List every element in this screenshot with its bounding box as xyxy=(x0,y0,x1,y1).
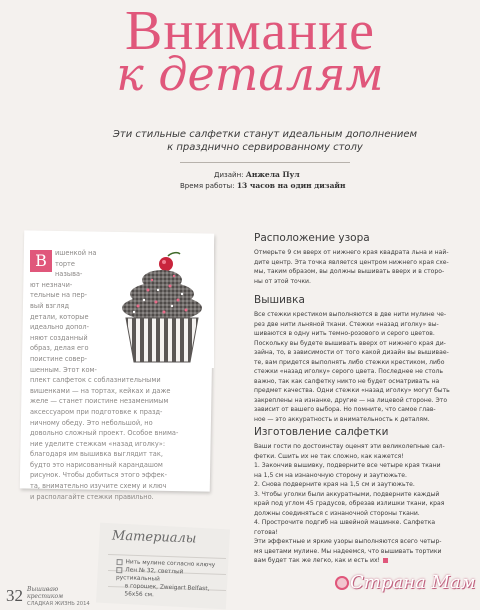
intro-line: довольно сложный проект. Особое внима- xyxy=(30,429,179,438)
credit-designer: Анжела Пул xyxy=(245,170,300,179)
issue-label: СЛАДКАЯ ЖИЗНЬ 2014 xyxy=(27,601,90,607)
intro-line: ишенкой на xyxy=(55,249,97,257)
watermark: Страна Мам xyxy=(350,572,476,593)
intro-line: тельные на пер- xyxy=(30,291,88,300)
credit-design-label: Дизайн: xyxy=(214,171,244,179)
intro-line: няют созданный xyxy=(30,333,88,342)
materials-list xyxy=(115,558,228,602)
body-line-text: вам будет так же легко, как и есть их! xyxy=(254,557,380,564)
body-line: должны соединяться с изнаночной стороны ткани. xyxy=(254,509,420,517)
magazine-name-line2: крестиком xyxy=(27,593,64,600)
intro-line: благодаря им вышивка выглядит так, xyxy=(30,450,163,459)
cupcake-embroidery-image xyxy=(108,250,214,368)
materials-item: Нить мулине согласно ключу xyxy=(116,558,228,570)
intro-line: поистине совер- xyxy=(30,354,88,363)
body-line: рез две нити льняной ткани. Стежки «назад иголку» вы- xyxy=(254,320,439,328)
materials-title: Материалы xyxy=(111,528,197,547)
credit-time-value: 13 часов на один дизайн xyxy=(236,181,346,190)
page-title-line2: к деталям xyxy=(116,47,384,101)
end-mark-icon xyxy=(383,558,388,563)
section-heading: Вышивка xyxy=(254,294,305,306)
credit-design xyxy=(214,170,300,179)
intro-line: плект салфеток с соблазнительными xyxy=(30,376,161,385)
body-line: 3. Чтобы уголки были аккуратными, подверните каждый xyxy=(254,490,440,498)
lead-line: к празднично сервированному столу xyxy=(167,142,363,153)
body-line: фетки. Сшить их не так сложно, как кажется! xyxy=(254,452,404,460)
body-line: важно, так как салфетку никто не будет осматривать на xyxy=(254,377,440,385)
body-line: предмет качества. Одни стежки «назад иголку» могут быть xyxy=(254,387,450,394)
page-title: Внимание xyxy=(125,0,375,62)
intro-line: образ, делая его xyxy=(30,344,89,353)
dropcap: В xyxy=(30,250,52,272)
body-line xyxy=(254,556,464,566)
page-number: 32 xyxy=(6,586,23,605)
section-body xyxy=(254,442,464,566)
intro-line: и располагайте стежки правильно. xyxy=(30,492,154,501)
body-line: 4. Прострочите подгиб на швейной машинке. Салфетка xyxy=(254,519,436,526)
intro-line: шенным. Этот ком- xyxy=(30,365,97,374)
section-heading: Изготовление салфетки xyxy=(254,426,389,438)
body-line: зайна, то, в зависимости от того какой дизайн вы вышивае- xyxy=(254,349,449,356)
checkbox-icon xyxy=(117,559,123,565)
magazine-name-line1: Вышиваю xyxy=(27,586,59,593)
intro-line: вый взгляд xyxy=(30,301,70,310)
body-line: на 1,5 см на изнаночную сторону и заутюжьте. xyxy=(254,471,407,479)
body-line: стежки «назад иголку» серого цвета. Последнее не столь xyxy=(254,368,443,375)
body-line: зависит от вашего выбора. Но помните, что самое глав- xyxy=(254,406,436,413)
watermark-logo-icon xyxy=(335,576,349,590)
lead-line: Эти стильные салфетки станут идеальным дополнением xyxy=(112,129,418,140)
body-line: закреплены на изнанке, другие — на лицевой стороне. Это xyxy=(254,396,448,404)
intro-line: ние уделите стежкам «назад иголку»: xyxy=(30,439,166,448)
body-line: шиваются в одну нить темно-розового и серого цветов. xyxy=(254,330,435,337)
intro-line: детали, которые xyxy=(30,312,89,321)
intro-line: та, внимательно изучите схему и ключ xyxy=(30,482,167,491)
divider xyxy=(180,162,350,163)
intro-line: рисунок. Чтобы добиться этого эффек- xyxy=(30,471,168,480)
body-line: Все стежки крестиком выполняются в две нити мулине че- xyxy=(254,311,447,318)
body-line: край под углом 45 градусов, обрезав излишки ткани, края xyxy=(254,500,445,507)
body-line: мя цветами мулине. Мы надеемся, что вышивать тортики xyxy=(254,547,442,555)
materials-item: 56x56 см. xyxy=(124,591,154,599)
materials-item: Лен № 32, светлый рустикальный xyxy=(115,567,184,583)
body-line: 2. Снова подверните края на 1,5 см и заутюжьте. xyxy=(254,481,415,488)
section-body xyxy=(254,248,464,286)
section-body xyxy=(254,310,464,424)
credit-time-label: Время работы: xyxy=(180,182,235,190)
body-line: Ваши гости по достоинству оценят эти великолепные сал- xyxy=(254,443,445,450)
section-heading: Расположение узора xyxy=(254,232,370,244)
body-line: дите центр. Эта точка является центром нижнего края схе- xyxy=(254,258,449,266)
intro-line: аксессуаром при подготовке к празд- xyxy=(30,407,163,416)
body-line: ное — это аккуратность и внимательность к деталям. xyxy=(254,415,430,423)
body-line: Эти эффектные и яркие узоры выполняются всего четыр- xyxy=(254,538,442,545)
body-line: Поскольку вы будете вышивать вверх от нижнего края ди- xyxy=(254,339,446,347)
body-line: 1. Закончив вышивку, подверните все четыре края ткани xyxy=(254,462,441,469)
credit-time xyxy=(180,181,346,190)
intro-line: будто это нарисованный карандашом xyxy=(30,460,163,469)
body-line: мы, таким образом, вы должны вышивать вверх и в сторо- xyxy=(254,268,445,275)
intro-line: вишенками — на тортах, кейках и даже xyxy=(30,386,171,395)
body-line: Отмерьте 9 см вверх от нижнего края квадрата льна и най- xyxy=(254,249,449,256)
body-line: ны от этой точки. xyxy=(254,277,311,285)
checkbox-icon xyxy=(116,567,122,573)
body-line: готова! xyxy=(254,528,278,536)
lead-paragraph xyxy=(90,128,440,154)
intro-line: торте называ- xyxy=(55,259,83,279)
intro-line: желе — станет поистине незаменимым xyxy=(30,397,169,406)
intro-line: идеально допол- xyxy=(30,323,90,332)
intro-line: ют незначи- xyxy=(30,280,73,289)
materials-item: в горошек, Zweigart Belfast, xyxy=(124,583,210,593)
intro-line: ничному обеду. Это небольшой, но xyxy=(30,418,153,427)
body-line: те, вам придется выполнять либо стежки крестиком, либо xyxy=(254,358,445,366)
